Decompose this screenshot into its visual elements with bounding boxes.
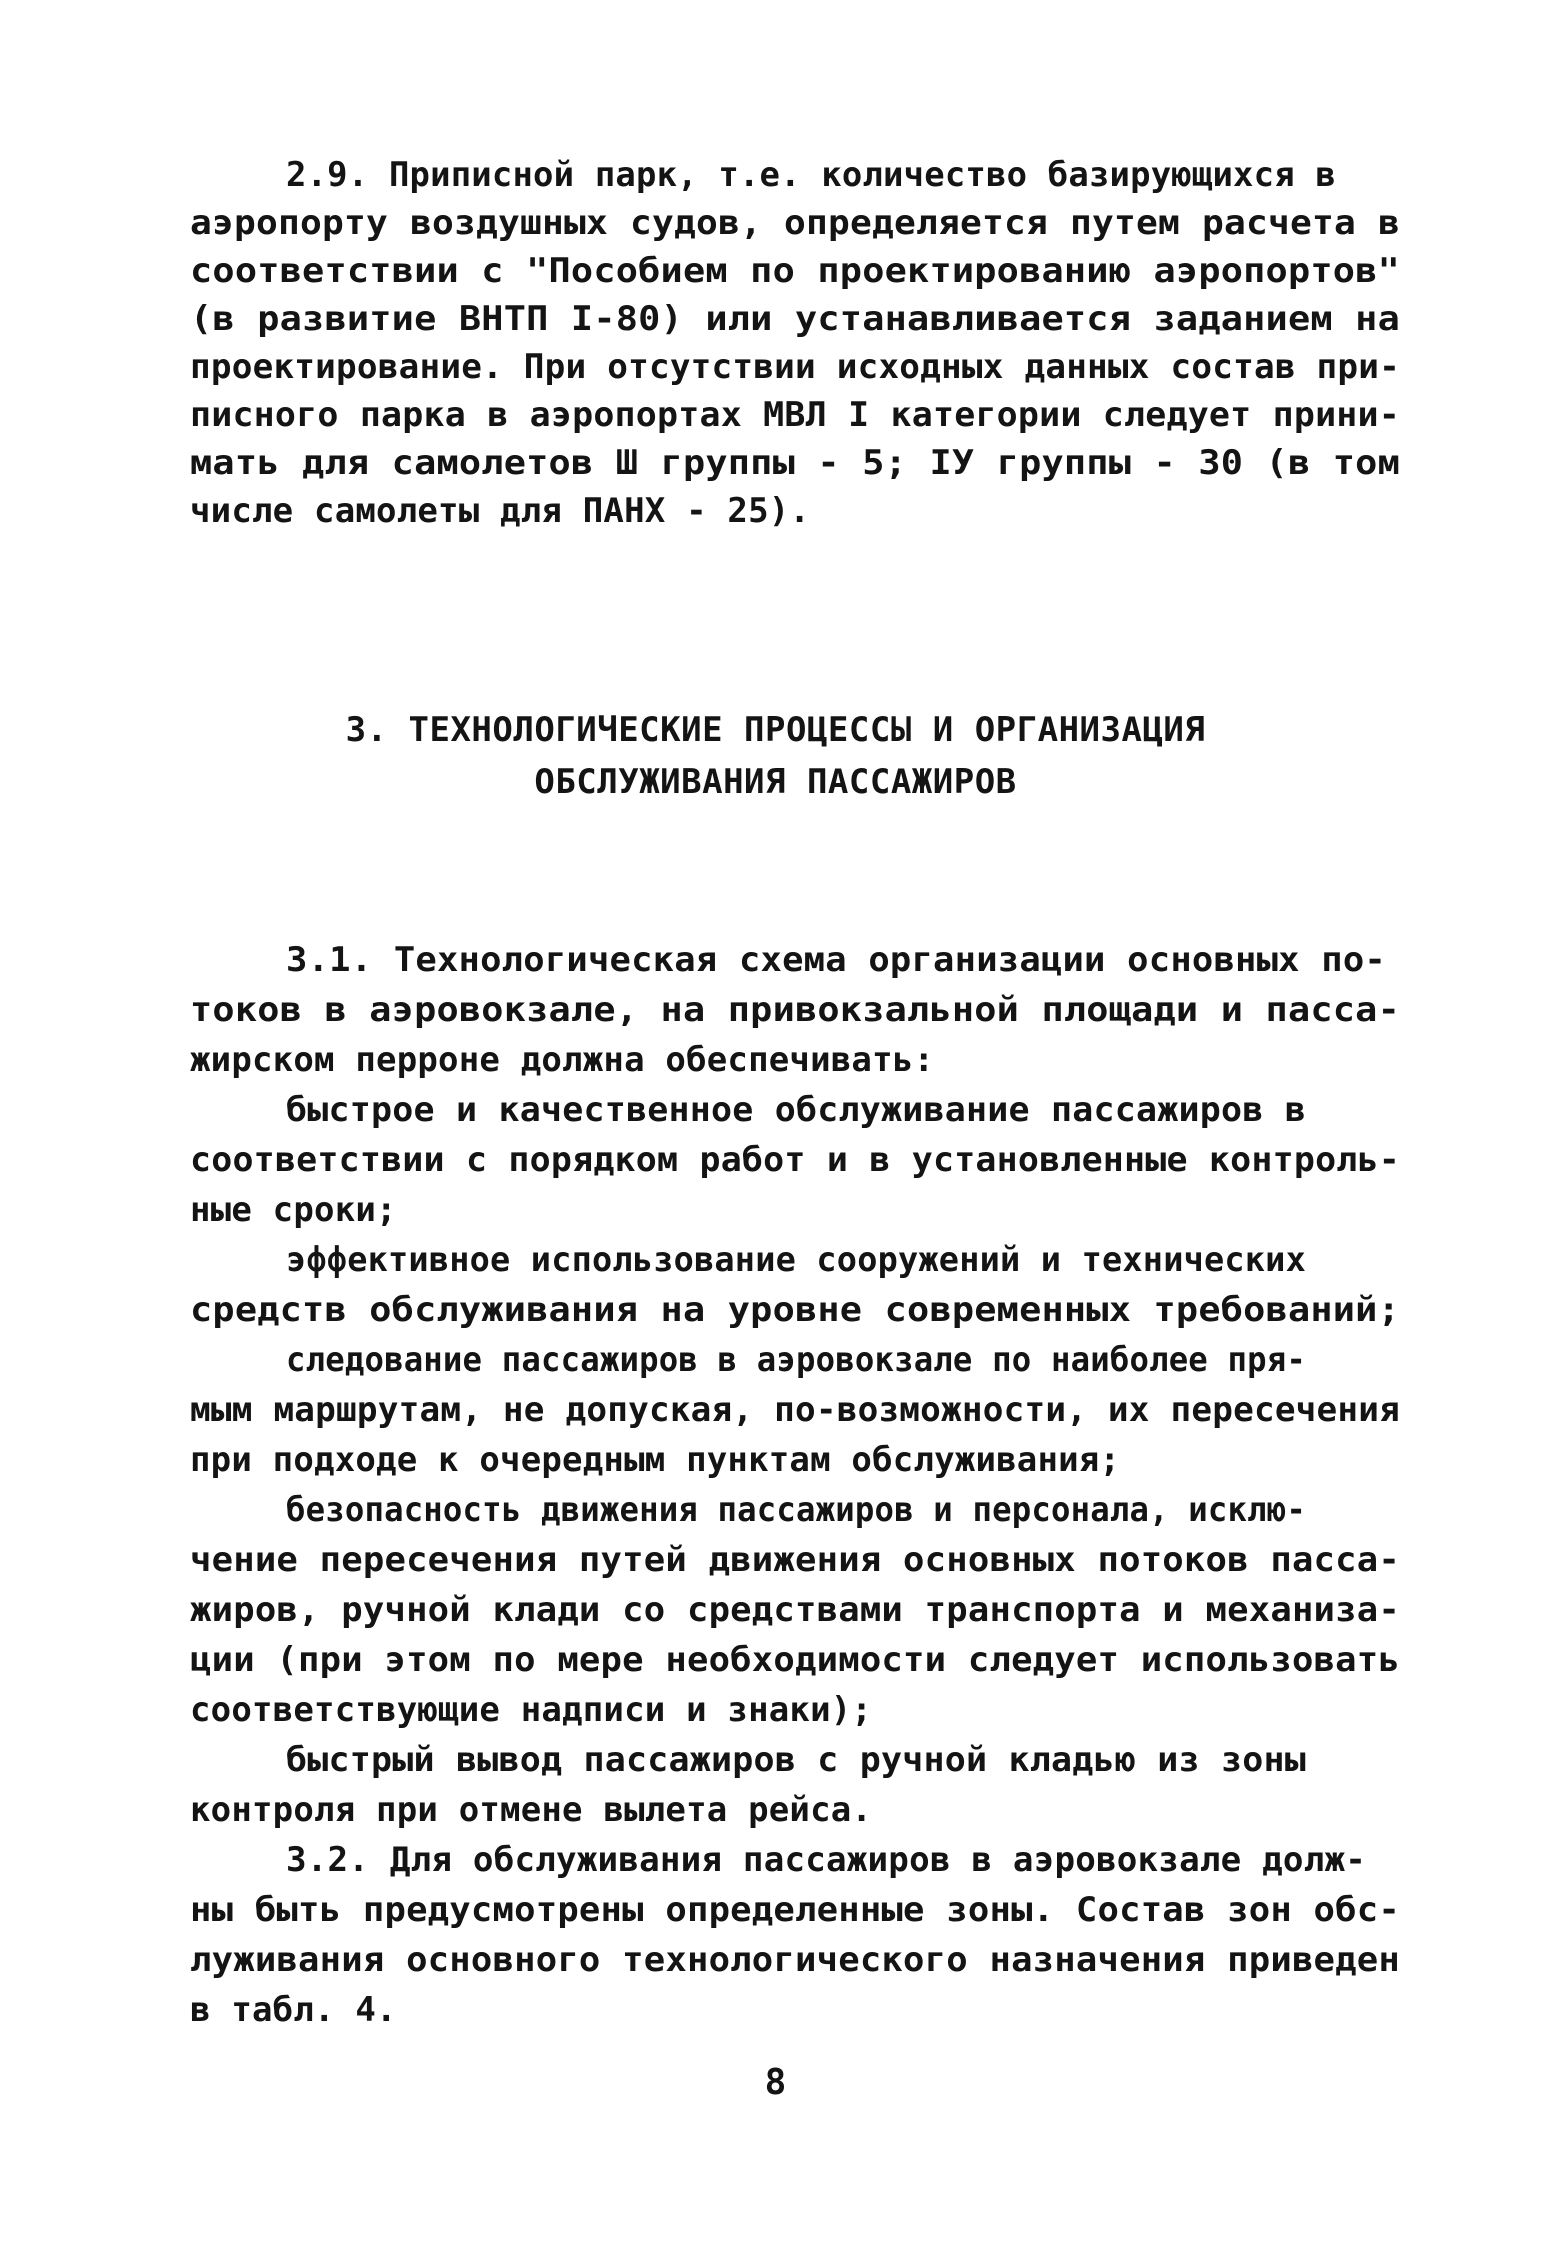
text-line: соответствии с "Пособием по проектированию аэропортов" (190, 251, 1400, 291)
list-item: следование пассажиров в аэровокзале по наиболее пря- (286, 1340, 1306, 1380)
text-line: мым маршрутам, не допуская, по-возможности, их пересечения (190, 1390, 1400, 1430)
list-item: безопасность движения пассажиров и персонала, исклю- (286, 1490, 1306, 1530)
text-line: писного парка в аэропортах МВЛ I категории следует прини- (190, 395, 1400, 435)
text-line: соответствии с порядком работ и в установленные контроль- (190, 1140, 1400, 1180)
list-item: быстрое и качественное обслуживание пассажиров в (286, 1090, 1306, 1130)
text-line: при подходе к очередным пунктам обслуживания; (190, 1440, 1121, 1480)
text-line: ции (при этом по мере необходимости следует использовать (190, 1640, 1400, 1680)
text-line: чение пересечения путей движения основных потоков пасса- (190, 1540, 1400, 1580)
text-line: ны быть предусмотрены определенные зоны. Состав зон обс- (190, 1890, 1400, 1930)
list-item: эффективное использование сооружений и технических (286, 1240, 1306, 1280)
text-line: контроля при отмене вылета рейса. (190, 1790, 873, 1830)
text-line: средств обслуживания на уровне современных требований; (190, 1290, 1400, 1330)
heading-line-2: ОБСЛУЖИВАНИЯ ПАССАЖИРОВ (534, 762, 1017, 802)
text-line: 3.1. Технологическая схема организации основных по- (286, 940, 1386, 980)
heading-line-1: 3. ТЕХНОЛОГИЧЕСКИЕ ПРОЦЕССЫ И ОРГАНИЗАЦИЯ (345, 710, 1206, 750)
text-line: жиров, ручной клади со средствами транспорта и механиза- (190, 1590, 1400, 1630)
text-line: аэропорту воздушных судов, определяется путем расчета в (190, 203, 1401, 243)
text-line: токов в аэровокзале, на привокзальной площади и пасса- (190, 990, 1400, 1030)
text-line: 2.9. Приписной парк, т.е. количество базирующихся в (286, 155, 1336, 195)
text-line: в табл. 4. (190, 1990, 397, 2030)
list-item: быстрый вывод пассажиров с ручной кладью из зоны (286, 1740, 1306, 1780)
text-line: (в развитие ВНТП I-80) или устанавливается заданием на (190, 299, 1400, 339)
text-line: жирском перроне должна обеспечивать: (190, 1040, 935, 1080)
text-line: числе самолеты для ПАНХ - 25). (190, 491, 811, 531)
page-number: 8 (764, 2062, 787, 2103)
text-line: проектирование. При отсутствии исходных данных состав при- (190, 347, 1400, 387)
text-line: луживания основного технологического назначения приведен (190, 1940, 1400, 1980)
text-line: ные сроки; (190, 1190, 397, 1230)
text-line: 3.2. Для обслуживания пассажиров в аэровокзале долж- (286, 1840, 1366, 1880)
text-line: соответствующие надписи и знаки); (190, 1690, 873, 1730)
text-line: мать для самолетов Ш группы - 5; IУ группы - 30 (в том (190, 443, 1400, 483)
